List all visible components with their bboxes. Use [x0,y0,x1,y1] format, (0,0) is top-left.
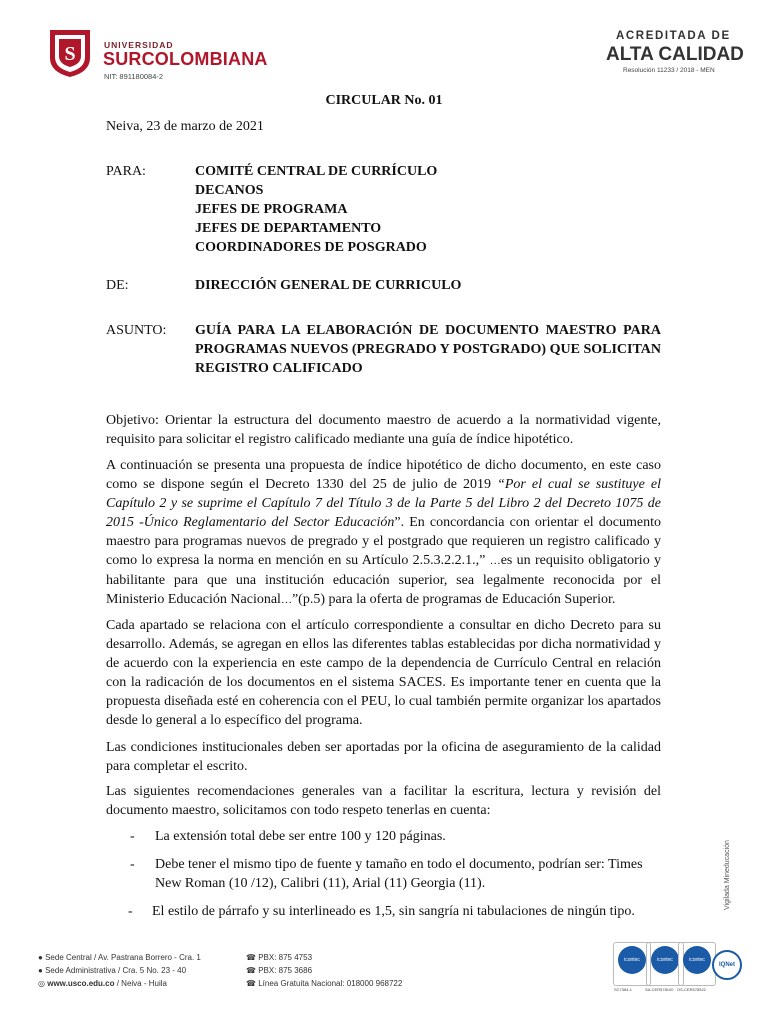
de-value: DIRECCIÓN GENERAL DE CURRICULO [195,278,462,293]
free-line-text: Línea Gratuita Nacional: 018000 968722 [258,979,403,988]
decree-quote: “Por el cual se sustituye el Capítulo 2 y se suprime el Capítulo 7 del Título 3 de la Parte 5 del Libro 2 del Decreto 1075 de 2015 -Único Reglamentario del Sector Educación [106,477,661,530]
decree-text: ”. En concordancia con orientar el documento maestro para programas nuevos de pregrado y el postgrado que requieren un registro calificado y como lo expresa la norma en mención en su Artículo 2.5.3.2.2.1.,” [106,515,661,568]
iqnet-label: IQNet [718,962,735,968]
decree-text: ”(p.5) para la oferta de programas de Educación Superior. [291,592,616,607]
asunto-value: GUÍA PARA LA ELABORACIÓN DE DOCUMENTO MAESTRO PARA PROGRAMAS NUEVOS (PREGRADO Y POSTGRADO) QUE SOLICITAN REGISTRO CALIFICADO [195,323,661,376]
cert-code: SA-CER578100 [645,987,674,992]
bullet-dash: - [128,904,133,919]
address-central [38,953,201,962]
address-admin [38,966,186,975]
vigilada-note [722,830,736,910]
ellipsis: … [280,594,292,606]
website-city: / Neiva - Huila [114,979,167,988]
cert-code: SC7384-1 [614,987,633,992]
iqnet-icon [712,950,742,980]
para-label: PARA: [106,164,146,179]
institutional-paragraph: Las condiciones institucionales deben ser aportadas por la oficina de aseguramiento de la calidad para completar el escrito. [106,740,661,774]
recipient: COMITÉ CENTRAL DE CURRÍCULO [195,164,438,179]
recipient: COORDINADORES DE POSGRADO [195,240,427,255]
pbx-1 [246,953,312,962]
icontec-icon: icontec [683,946,711,974]
decree-paragraph [106,456,661,610]
free-line [246,979,402,988]
circular-title: CIRCULAR No. 01 [325,93,443,108]
pbx-2 [246,966,312,975]
accreditation-main: ALTA CALIDAD [606,44,744,65]
icontec-icon: icontec [651,946,679,974]
certification-badge [678,942,716,986]
icontec-icon: icontec [618,946,646,974]
recommendations-paragraph: Las siguientes recomendaciones generales van a facilitar la escritura, lectura y revisión del documento maestro, solicitamos con todo respeto tenerlas en cuenta: [106,784,661,818]
cert-code: OS-CER578522 [677,987,706,992]
date-line: Neiva, 23 de marzo de 2021 [106,119,264,134]
sections-paragraph: Cada apartado se relaciona con el artículo correspondiente a consultar en dicho Decreto para su desarrollo. Además, se agregan en ellos las diferentes tablas establecidas por dicha normatividad y de acuerdo con la experiencia en este campo de la dependencia de Currículo Central en relación con la radicación de los documentos en el sistema SACES. Es importante tener en cuenta que la propuesta diseñada esté en coherencia con el PEU, lo cual también permite organizar los apartados desde lo general a lo específico del programa. [106,618,661,728]
de-label: DE: [106,278,129,293]
website-link[interactable]: www.usco.edu.co [47,979,115,988]
recipient: DECANOS [195,183,264,198]
address-central-text: Sede Central / Av. Pastrana Borrero - Cra. 1 [45,953,201,962]
ellipsis: … [489,555,501,567]
university-small-label: UNIVERSIDAD [104,40,174,50]
pbx-2-text: PBX: 875 3686 [258,966,313,975]
bullet-item: El estilo de párrafo y su interlineado es 1,5, sin sangría ni tabulaciones de ningún tipo. [152,904,635,919]
bullet-dash: - [130,829,135,844]
bullet-item: La extensión total debe ser entre 100 y 120 páginas. [155,829,446,844]
pbx-1-text: PBX: 875 4753 [258,953,313,962]
phone-icon: ☎ [246,979,256,988]
phone-icon: ☎ [246,953,256,962]
phone-icon: ☎ [246,966,256,975]
vigilada-text: Vigilada Mineducación [724,840,731,910]
bullet-dash: - [130,857,135,872]
bullet-item: Debe tener el mismo tipo de fuente y tamaño en todo el documento, podrían ser: Times New Roman (10 /12), Calibri (11), Arial (11) Georgia (11). [155,857,643,891]
recipient: JEFES DE PROGRAMA [195,202,348,217]
location-pin-icon: ● [38,953,43,962]
nit-number: NIT: 891180084-2 [104,72,164,81]
recipient: JEFES DE DEPARTAMENTO [195,221,382,236]
decree-text: es un requisito obligatorio y habilitante para que una institución educación superior, sea legalmente reconocida por el Ministerio Educación Nacional [106,553,662,607]
svg-text:S: S [64,43,76,65]
website [38,979,167,988]
asunto-label: ASUNTO: [106,323,167,338]
decree-text: A continuación se presenta una propuesta de índice hipotético de dicho documento, en este caso como se dispone según el Decreto 1330 del 25 de julio de 2019 [106,458,661,492]
university-name: SURCOLOMBIANA [103,49,268,69]
university-shield-logo [46,28,94,78]
accreditation-top: ACREDITADA DE [616,30,731,42]
globe-icon: ◎ [38,979,45,988]
address-admin-text: Sede Administrativa / Cra. 5 No. 23 - 40 [45,966,187,975]
location-pin-icon: ● [38,966,43,975]
objective-paragraph: Objetivo: Orientar la estructura del documento maestro de acuerdo a la normatividad vigente, requisito para solicitar el registro calificado mediante una guía de índice hipotético. [106,413,661,447]
accreditation-resolution: Resolución 11233 / 2018 - MEN [623,67,715,74]
